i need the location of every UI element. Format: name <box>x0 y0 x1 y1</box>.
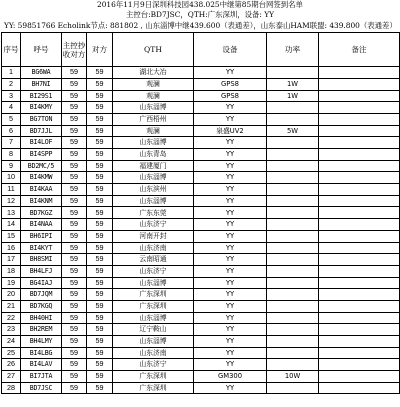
cell-no: 6 <box>2 125 21 137</box>
cell-callsign: BD7JJL <box>21 125 62 137</box>
cell-equipment: YY <box>194 254 267 266</box>
cell-no: 14 <box>2 219 21 231</box>
sheet-title: 2016年11月9日深圳科技园438.025中继第85期台网签到名单 <box>97 0 303 9</box>
cell-equipment: YY <box>194 219 267 231</box>
cell-notes <box>319 312 400 324</box>
cell-notes <box>319 184 400 196</box>
cell-rx-report: 59 <box>62 347 87 359</box>
cell-qth: 广东深圳 <box>113 371 194 383</box>
cell-rx-report: 59 <box>62 172 87 184</box>
cell-notes <box>319 195 400 207</box>
cell-qth: 山东淄博 <box>113 137 194 149</box>
cell-tx-report: 59 <box>87 230 113 242</box>
table-row <box>2 382 400 394</box>
cell-equipment: YY <box>194 336 267 348</box>
table-row <box>2 78 400 90</box>
col-header-callsign: 呼号 <box>21 33 62 67</box>
cell-qth: 山东济宁 <box>113 219 194 231</box>
cell-rx-report: 59 <box>62 312 87 324</box>
cell-no: 16 <box>2 242 21 254</box>
cell-qth: 山东济宁 <box>113 265 194 277</box>
table-row <box>2 371 400 383</box>
cell-equipment: YY <box>194 113 267 125</box>
cell-rx-report: 59 <box>62 184 87 196</box>
cell-rx-report: 59 <box>62 324 87 336</box>
table-row <box>2 113 400 125</box>
cell-notes <box>319 102 400 114</box>
table-row <box>2 90 400 102</box>
cell-power <box>267 230 319 242</box>
cell-power <box>267 336 319 348</box>
cell-no: 18 <box>2 265 21 277</box>
cell-qth: 河南开封 <box>113 230 194 242</box>
cell-power <box>267 113 319 125</box>
table-row <box>2 289 400 301</box>
cell-equipment: YY <box>194 160 267 172</box>
table-row <box>2 230 400 242</box>
cell-rx-report: 59 <box>62 371 87 383</box>
cell-no: 1 <box>2 67 21 79</box>
cell-qth: 观澜 <box>113 125 194 137</box>
cell-qth: 山东淄博 <box>113 312 194 324</box>
cell-rx-report: 59 <box>62 160 87 172</box>
cell-rx-report: 59 <box>62 67 87 79</box>
cell-tx-report: 59 <box>87 67 113 79</box>
cell-equipment: GPS8 <box>194 90 267 102</box>
cell-tx-report: 59 <box>87 160 113 172</box>
cell-rx-report: 59 <box>62 289 87 301</box>
cell-power <box>267 300 319 312</box>
cell-tx-report: 59 <box>87 242 113 254</box>
cell-no: 28 <box>2 382 21 394</box>
cell-power <box>267 277 319 289</box>
table-row <box>2 347 400 359</box>
cell-tx-report: 59 <box>87 172 113 184</box>
cell-tx-report: 59 <box>87 254 113 266</box>
cell-no: 27 <box>2 371 21 383</box>
cell-equipment: YY <box>194 184 267 196</box>
cell-qth: 广东深圳 <box>113 300 194 312</box>
net-control-info: 主控台:BD7JSC，QTH:广东深圳，设备: YY <box>125 10 275 20</box>
cell-callsign: BD7KGZ <box>21 207 62 219</box>
table-row <box>2 242 400 254</box>
cell-qth: 广东深圳 <box>113 289 194 301</box>
cell-power <box>267 137 319 149</box>
cell-equipment: YY <box>194 347 267 359</box>
cell-power <box>267 172 319 184</box>
cell-callsign: BI4SPP <box>21 149 62 161</box>
cell-callsign: BI4KNM <box>21 195 62 207</box>
cell-power <box>267 67 319 79</box>
cell-equipment: YY <box>194 195 267 207</box>
cell-no: 17 <box>2 254 21 266</box>
cell-power <box>267 289 319 301</box>
table-row <box>2 336 400 348</box>
cell-qth: 山东淄博 <box>113 195 194 207</box>
cell-no: 10 <box>2 172 21 184</box>
col-header-notes: 备注 <box>319 33 400 67</box>
cell-tx-report: 59 <box>87 312 113 324</box>
cell-callsign: BH7NI <box>21 78 62 90</box>
cell-rx-report: 59 <box>62 207 87 219</box>
cell-notes <box>319 347 400 359</box>
cell-equipment: YY <box>194 300 267 312</box>
cell-equipment: YY <box>194 359 267 371</box>
cell-power <box>267 382 319 394</box>
cell-no: 13 <box>2 207 21 219</box>
cell-callsign: BH4LMY <box>21 336 62 348</box>
table-row <box>2 102 400 114</box>
cell-equipment: YY <box>194 172 267 184</box>
cell-equipment: YY <box>194 230 267 242</box>
cell-tx-report: 59 <box>87 359 113 371</box>
table-row <box>2 137 400 149</box>
cell-callsign: BG6WA <box>21 67 62 79</box>
cell-rx-report: 59 <box>62 219 87 231</box>
cell-no: 11 <box>2 184 21 196</box>
cell-power <box>267 265 319 277</box>
cell-qth: 山东济南 <box>113 347 194 359</box>
cell-callsign: BD7JQM <box>21 289 62 301</box>
cell-equipment: YY <box>194 382 267 394</box>
cell-tx-report: 59 <box>87 265 113 277</box>
cell-rx-report: 59 <box>62 149 87 161</box>
cell-qth: 山东滨州 <box>113 184 194 196</box>
cell-notes <box>319 219 400 231</box>
cell-rx-report: 59 <box>62 102 87 114</box>
cell-no: 12 <box>2 195 21 207</box>
cell-rx-report: 59 <box>62 359 87 371</box>
cell-rx-report: 59 <box>62 113 87 125</box>
cell-tx-report: 59 <box>87 300 113 312</box>
cell-tx-report: 59 <box>87 277 113 289</box>
checkin-table <box>1 32 400 394</box>
cell-tx-report: 59 <box>87 382 113 394</box>
cell-rx-report: 59 <box>62 195 87 207</box>
cell-no: 4 <box>2 102 21 114</box>
table-row <box>2 312 400 324</box>
cell-no: 7 <box>2 137 21 149</box>
cell-notes <box>319 67 400 79</box>
col-header-power: 功率 <box>267 33 319 67</box>
cell-equipment: GPS8 <box>194 78 267 90</box>
cell-equipment: YY <box>194 277 267 289</box>
cell-notes <box>319 113 400 125</box>
table-row <box>2 219 400 231</box>
cell-no: 3 <box>2 90 21 102</box>
cell-qth: 广东深圳 <box>113 382 194 394</box>
col-header-equipment: 设备 <box>194 33 267 67</box>
cell-equipment: YY <box>194 265 267 277</box>
cell-tx-report: 59 <box>87 137 113 149</box>
cell-equipment: YY <box>194 289 267 301</box>
cell-rx-report: 59 <box>62 90 87 102</box>
cell-power <box>267 312 319 324</box>
table-row <box>2 300 400 312</box>
table-row <box>2 324 400 336</box>
sheet-header <box>0 0 400 31</box>
cell-notes <box>319 265 400 277</box>
cell-power <box>267 254 319 266</box>
cell-qth: 辽宁鞍山 <box>113 324 194 336</box>
cell-notes <box>319 172 400 184</box>
cell-rx-report: 59 <box>62 300 87 312</box>
table-row <box>2 277 400 289</box>
cell-power <box>267 207 319 219</box>
cell-equipment: YY <box>194 242 267 254</box>
cell-power <box>267 324 319 336</box>
cell-callsign: BH2REM <box>21 324 62 336</box>
cell-tx-report: 59 <box>87 90 113 102</box>
cell-equipment: YY <box>194 149 267 161</box>
cell-notes <box>319 90 400 102</box>
table-row <box>2 172 400 184</box>
cell-rx-report: 59 <box>62 242 87 254</box>
cell-tx-report: 59 <box>87 289 113 301</box>
cell-notes <box>319 137 400 149</box>
cell-no: 9 <box>2 160 21 172</box>
cell-callsign: BD7JSC <box>21 382 62 394</box>
cell-qth: 广东东莞 <box>113 207 194 219</box>
cell-power <box>267 102 319 114</box>
col-header-qth: QTH <box>113 33 194 67</box>
cell-equipment: YY <box>194 102 267 114</box>
cell-notes <box>319 277 400 289</box>
cell-callsign: BD2MC/5 <box>21 160 62 172</box>
cell-power <box>267 219 319 231</box>
cell-notes <box>319 207 400 219</box>
col-header-rx-report: 主控抄收对方 <box>62 33 87 67</box>
table-row <box>2 160 400 172</box>
col-header-no: 序号 <box>2 33 21 67</box>
cell-notes <box>319 300 400 312</box>
cell-power: 5W <box>267 125 319 137</box>
cell-callsign: BG7TON <box>21 113 62 125</box>
cell-qth: 山东济南 <box>113 242 194 254</box>
cell-rx-report: 59 <box>62 382 87 394</box>
cell-notes <box>319 160 400 172</box>
cell-callsign: BI29S1 <box>21 90 62 102</box>
cell-equipment: YY <box>194 324 267 336</box>
table-row <box>2 265 400 277</box>
cell-power <box>267 195 319 207</box>
cell-qth: 湖北大冶 <box>113 67 194 79</box>
cell-callsign: BD7KGQ <box>21 300 62 312</box>
cell-no: 20 <box>2 289 21 301</box>
cell-power <box>267 359 319 371</box>
cell-notes <box>319 230 400 242</box>
table-header-row <box>2 33 400 67</box>
cell-callsign: BI4LBG <box>21 347 62 359</box>
cell-tx-report: 59 <box>87 102 113 114</box>
cell-rx-report: 59 <box>62 265 87 277</box>
cell-callsign: BI4KMW <box>21 172 62 184</box>
cell-no: 8 <box>2 149 21 161</box>
cell-rx-report: 59 <box>62 230 87 242</box>
cell-power: 10W <box>267 371 319 383</box>
cell-callsign: BH4LFJ <box>21 265 62 277</box>
cell-rx-report: 59 <box>62 277 87 289</box>
cell-qth: 山东淄博 <box>113 102 194 114</box>
cell-no: 5 <box>2 113 21 125</box>
cell-notes <box>319 336 400 348</box>
cell-qth: 山东青岛 <box>113 149 194 161</box>
cell-no: 26 <box>2 359 21 371</box>
cell-rx-report: 59 <box>62 137 87 149</box>
cell-equipment: YY <box>194 67 267 79</box>
cell-tx-report: 59 <box>87 125 113 137</box>
table-row <box>2 184 400 196</box>
cell-equipment: YY <box>194 207 267 219</box>
table-row <box>2 125 400 137</box>
cell-tx-report: 59 <box>87 207 113 219</box>
table-body <box>2 67 400 394</box>
cell-equipment: YY <box>194 137 267 149</box>
table-row <box>2 254 400 266</box>
cell-no: 21 <box>2 300 21 312</box>
cell-power <box>267 347 319 359</box>
cell-qth: 观澜 <box>113 90 194 102</box>
linking-info: YY: 59851766 Echolink节点: 881802 , 山东淄博中继439.600（表通差），山东泰山HAM联盟: 439.800（表通差） <box>4 20 397 30</box>
cell-qth: 山东济宁 <box>113 359 194 371</box>
cell-power <box>267 160 319 172</box>
cell-rx-report: 59 <box>62 254 87 266</box>
cell-callsign: BI4KMY <box>21 102 62 114</box>
cell-tx-report: 59 <box>87 371 113 383</box>
cell-notes <box>319 289 400 301</box>
table-row <box>2 207 400 219</box>
cell-tx-report: 59 <box>87 347 113 359</box>
cell-power <box>267 149 319 161</box>
cell-tx-report: 59 <box>87 195 113 207</box>
cell-notes <box>319 242 400 254</box>
cell-no: 25 <box>2 347 21 359</box>
cell-rx-report: 59 <box>62 336 87 348</box>
cell-no: 2 <box>2 78 21 90</box>
cell-no: 15 <box>2 230 21 242</box>
col-header-tx-report: 对方 <box>87 33 113 67</box>
cell-no: 19 <box>2 277 21 289</box>
cell-qth: 山东淄博 <box>113 336 194 348</box>
cell-no: 22 <box>2 312 21 324</box>
table-row <box>2 359 400 371</box>
cell-notes <box>319 78 400 90</box>
cell-qth: 观澜 <box>113 78 194 90</box>
cell-tx-report: 59 <box>87 113 113 125</box>
cell-notes <box>319 359 400 371</box>
cell-notes <box>319 382 400 394</box>
cell-tx-report: 59 <box>87 336 113 348</box>
cell-callsign: BH8SMI <box>21 254 62 266</box>
cell-qth: 山东淄博 <box>113 172 194 184</box>
cell-no: 24 <box>2 336 21 348</box>
cell-notes <box>319 371 400 383</box>
cell-power <box>267 184 319 196</box>
cell-tx-report: 59 <box>87 219 113 231</box>
cell-tx-report: 59 <box>87 324 113 336</box>
cell-callsign: BH40HI <box>21 312 62 324</box>
cell-no: 23 <box>2 324 21 336</box>
cell-notes <box>319 324 400 336</box>
cell-tx-report: 59 <box>87 184 113 196</box>
cell-power: 1W <box>267 90 319 102</box>
cell-power <box>267 242 319 254</box>
cell-equipment: GM300 <box>194 371 267 383</box>
cell-rx-report: 59 <box>62 125 87 137</box>
cell-tx-report: 59 <box>87 149 113 161</box>
cell-power: 1W <box>267 78 319 90</box>
cell-equipment: 泉盛UV2 <box>194 125 267 137</box>
cell-callsign: BI4KAA <box>21 184 62 196</box>
cell-callsign: BG4IAJ <box>21 277 62 289</box>
cell-qth: 广西梧州 <box>113 113 194 125</box>
cell-qth: 山东淄博 <box>113 277 194 289</box>
cell-tx-report: 59 <box>87 78 113 90</box>
cell-callsign: BI4KYT <box>21 242 62 254</box>
cell-rx-report: 59 <box>62 78 87 90</box>
cell-notes <box>319 125 400 137</box>
cell-callsign: BI4NAA <box>21 219 62 231</box>
cell-callsign: BI4LOF <box>21 137 62 149</box>
cell-equipment: YY <box>194 312 267 324</box>
cell-qth: 福建厦门 <box>113 160 194 172</box>
table-row <box>2 195 400 207</box>
cell-callsign: BH6IPI <box>21 230 62 242</box>
cell-callsign: BI4LAV <box>21 359 62 371</box>
cell-notes <box>319 254 400 266</box>
table-row <box>2 67 400 79</box>
cell-qth: 云南昭通 <box>113 254 194 266</box>
cell-callsign: BI7JTA <box>21 371 62 383</box>
table-row <box>2 149 400 161</box>
cell-notes <box>319 149 400 161</box>
